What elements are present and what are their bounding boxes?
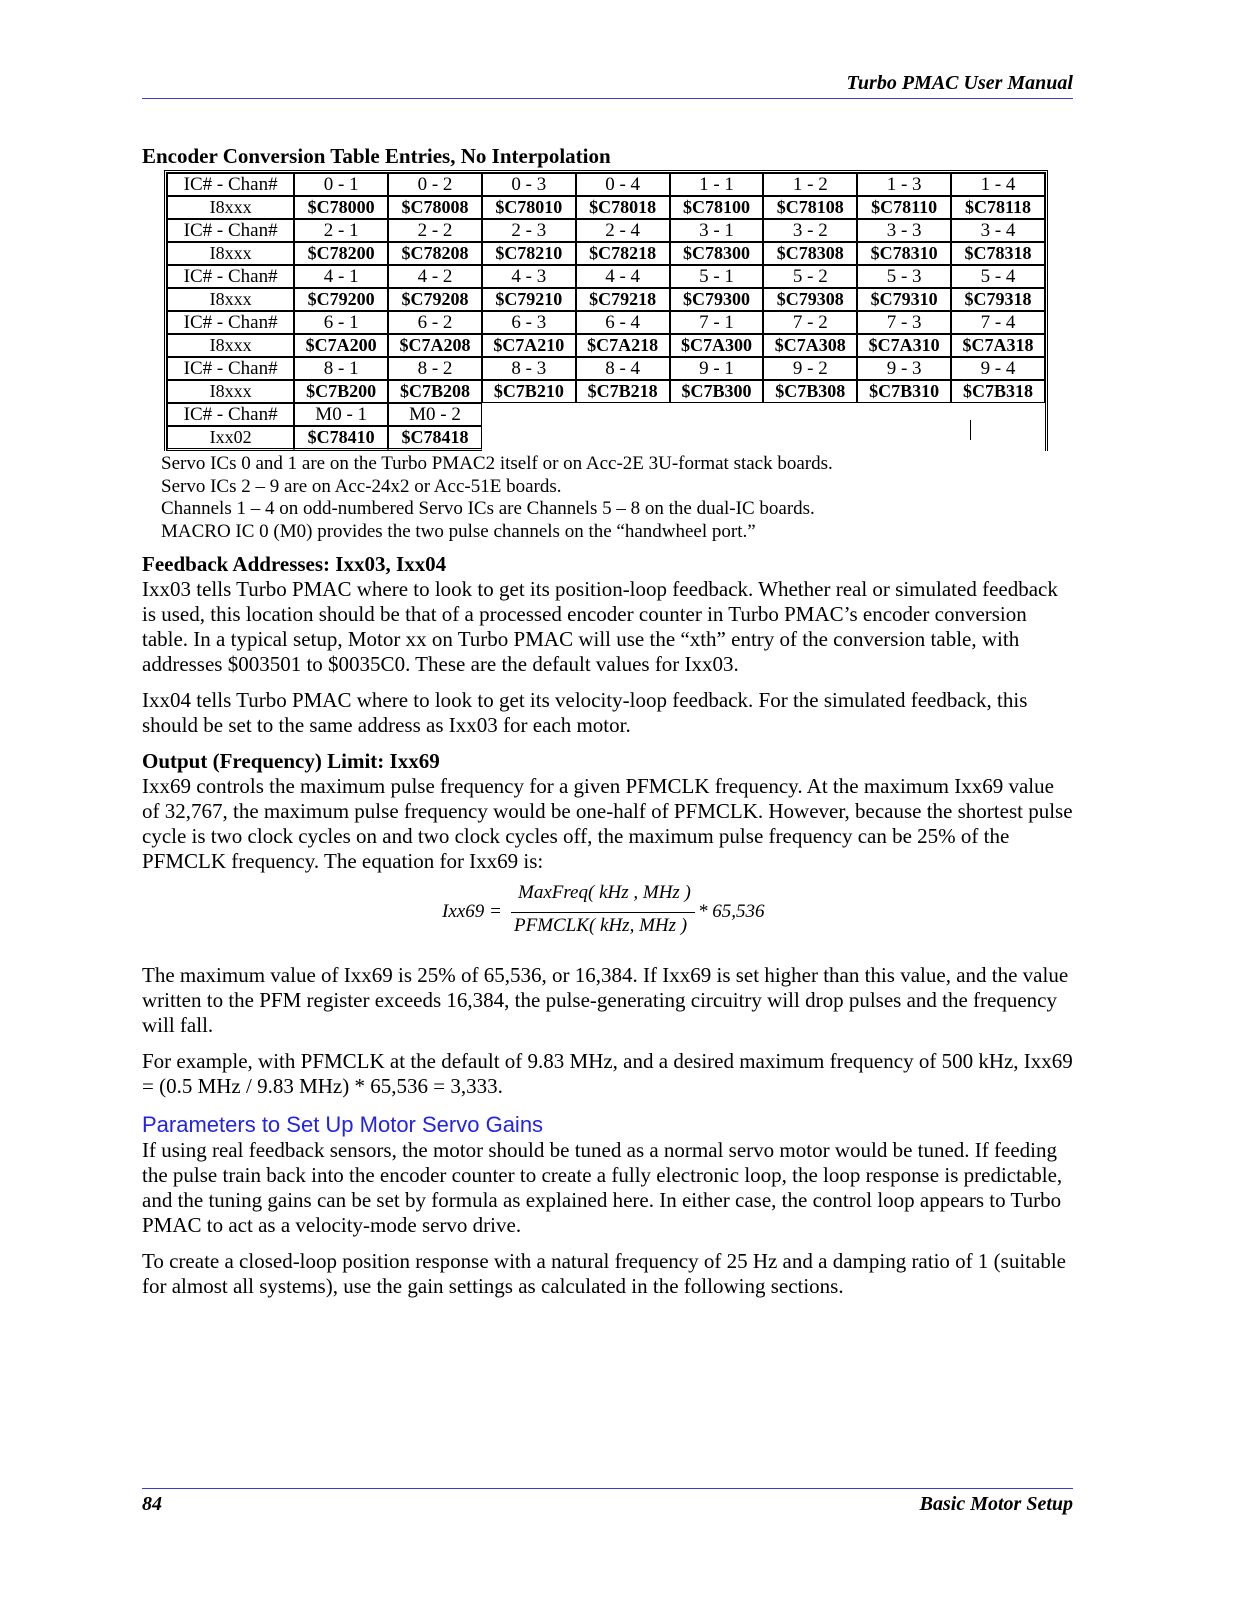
table-cell: 5 - 3 [857,265,951,288]
table-cell: 2 - 2 [388,219,482,242]
table-cell: 2 - 1 [294,219,388,242]
table-cell: 6 - 1 [294,311,388,334]
feedback-paragraph-1: Ixx03 tells Turbo PMAC where to look to get its position-loop feedback. Whether real or simulated feedback is used, this location should be that of a processed encoder counter in Turbo PMAC’s encoder conversion table. In a typical setup, Motor xx on Turbo PMAC will use the “xth” entry of the conversion table, with addresses $003501 to $0035C0. These are the default values for Ixx03. [142,577,1058,676]
table-cell: 5 - 2 [763,265,857,288]
page-footer [142,1488,1073,1515]
table-cell: I8xxx [167,334,294,357]
table-cell: 5 - 4 [951,265,1045,288]
table-cell: 9 - 2 [763,357,857,380]
page-number: 84 [142,1493,162,1515]
table-row-address [167,242,1045,265]
table-cell: $C7B210 [482,380,576,403]
table-cell: $C7B308 [763,380,857,403]
output-limit-paragraph-3: For example, with PFMCLK at the default of 9.83 MHz, and a desired maximum frequency of 500 kHz, Ixx69 = (0.5 MHz / 9.83 MHz) * 65,536 = 3,333. [142,1049,1073,1098]
table-cell: 0 - 1 [294,173,388,196]
table-cell: 8 - 4 [576,357,670,380]
table-notes [161,453,1073,543]
feedback-heading: Feedback Addresses: Ixx03, Ixx04 [142,552,447,576]
table-title: Encoder Conversion Table Entries, No Interpolation [142,144,611,168]
table-cell: I8xxx [167,380,294,403]
table-cell: I8xxx [167,242,294,265]
table-row-address [167,196,1045,219]
table-cell: 2 - 3 [482,219,576,242]
table-cell: 4 - 2 [388,265,482,288]
table-cell: $C7A200 [294,334,388,357]
table-row-address [167,334,1045,357]
table-cell: 3 - 4 [951,219,1045,242]
table-cell: $C78308 [763,242,857,265]
table-cell: 7 - 1 [670,311,764,334]
table-row-address [167,426,1045,451]
table-cell: 6 - 4 [576,311,670,334]
table-cell: $C78008 [388,196,482,219]
table-row-label [167,357,1045,380]
table-cell: $C7B318 [951,380,1045,403]
table-cell: 9 - 3 [857,357,951,380]
servo-gains-heading: Parameters to Set Up Motor Servo Gains [142,1112,544,1137]
table-cell: $C78200 [294,242,388,265]
table-cell: $C78000 [294,196,388,219]
table-cell: $C78010 [482,196,576,219]
output-limit-paragraph-2: The maximum value of Ixx69 is 25% of 65,536, or 16,384. If Ixx69 is set higher than this value, and the value written to the PFM register exceeds 16,384, the pulse-generating circuitry will drop pulses and the frequency will fall. [142,963,1069,1037]
table-cell: $C7A208 [388,334,482,357]
table-row-address [167,380,1045,403]
table-cell: IC# - Chan# [167,265,294,288]
table-cell: 1 - 4 [951,173,1045,196]
table-cell: $C78018 [576,196,670,219]
table-cell: $C79300 [670,288,764,311]
table-cell: 8 - 3 [482,357,576,380]
table-cell: IC# - Chan# [167,403,294,426]
table-note: MACRO IC 0 (M0) provides the two pulse channels on the “handwheel port.” [161,520,756,542]
table-cell: $C79210 [482,288,576,311]
table-cell: 1 - 3 [857,173,951,196]
table-cell: 1 - 1 [670,173,764,196]
table-cell: $C79208 [388,288,482,311]
table-cell: 0 - 2 [388,173,482,196]
table-cell: 3 - 2 [763,219,857,242]
table-cell: 0 - 4 [576,173,670,196]
running-title: Turbo PMAC User Manual [846,72,1073,94]
output-limit-heading: Output (Frequency) Limit: Ixx69 [142,749,440,773]
table-row-label [167,219,1045,242]
table-cell: I8xxx [167,288,294,311]
table-row-label [167,265,1045,288]
equation-denominator: PFMCLK( kHz, MHz ) [514,915,688,936]
encoder-conversion-table [164,170,1048,451]
table-cell: 3 - 1 [670,219,764,242]
table-cell: $C79310 [857,288,951,311]
table-cell: $C7B208 [388,380,482,403]
table-cell: 8 - 2 [388,357,482,380]
table-blank-area [482,426,1045,451]
table-cell: 1 - 2 [763,173,857,196]
output-limit-paragraph-1: Ixx69 controls the maximum pulse frequency for a given PFMCLK frequency. At the maximum Ixx69 value of 32,767, the maximum pulse frequency would be one-half of PFMCLK. However, because the shortest pulse cycle is two clock cycles on and two clock cycles off, the maximum pulse frequency can be 25% of the PFMCLK frequency. The equation for Ixx69 is: [142,774,1073,873]
table-cell: IC# - Chan# [167,173,294,196]
table-cell: $C78118 [951,196,1045,219]
table-note: Channels 1 – 4 on odd-numbered Servo ICs are Channels 5 – 8 on the dual-IC boards. [161,498,815,519]
table-cell: $C78108 [763,196,857,219]
table-blank-area [482,403,1045,426]
table-cell: IC# - Chan# [167,357,294,380]
fraction-bar [511,912,695,913]
table-cell: $C78418 [388,426,482,451]
table-cell: $C7B310 [857,380,951,403]
table-cell: $C7B200 [294,380,388,403]
table-cell: M0 - 1 [294,403,388,426]
table-cell: Ixx02 [167,426,294,451]
table-cell: $C78410 [294,426,388,451]
table-cell: IC# - Chan# [167,311,294,334]
table-cell: $C7A308 [763,334,857,357]
table-row-label [167,311,1045,334]
table-cell: $C7B300 [670,380,764,403]
table-cell: 2 - 4 [576,219,670,242]
table-cell: I8xxx [167,196,294,219]
table-cell: $C79308 [763,288,857,311]
encoder-table-wrapper [164,170,1048,451]
table-cell: $C7B218 [576,380,670,403]
servo-gains-paragraph-2: To create a closed-loop position response with a natural frequency of 25 Hz and a damping ratio of 1 (suitable for almost all systems), use the gain settings as calculated in the following sections. [142,1249,1066,1298]
table-cell: $C78110 [857,196,951,219]
table-row-label [167,403,1045,426]
table-cell: $C78210 [482,242,576,265]
table-row-label [167,173,1045,196]
table-cell: 7 - 2 [763,311,857,334]
feedback-paragraph-2: Ixx04 tells Turbo PMAC where to look to get its velocity-loop feedback. For the simulated feedback, this should be set to the same address as Ixx03 for each motor. [142,688,1028,737]
table-note: Servo ICs 0 and 1 are on the Turbo PMAC2 itself or on Acc-2E 3U-format stack boards. [161,453,833,474]
table-cell: $C78310 [857,242,951,265]
table-cell: $C79218 [576,288,670,311]
servo-gains-paragraph-1: If using real feedback sensors, the motor should be tuned as a normal servo motor would be tuned. If feeding the pulse train back into the encoder counter to create a fully electronic loop, the loop response is predictable, and the tuning gains can be set by formula as explained here. In either case, the control loop appears to Turbo PMAC to act as a velocity-mode servo drive. [142,1138,1063,1237]
table-cell: 3 - 3 [857,219,951,242]
table-cell: $C79318 [951,288,1045,311]
table-cell: $C7A218 [576,334,670,357]
table-cell: $C78208 [388,242,482,265]
table-cell: $C7A310 [857,334,951,357]
table-cell: $C78300 [670,242,764,265]
table-cell: 9 - 4 [951,357,1045,380]
table-cell: $C7A210 [482,334,576,357]
table-row-address [167,288,1045,311]
table-cell: 0 - 3 [482,173,576,196]
page-header [142,70,1073,99]
section-name: Basic Motor Setup [919,1493,1073,1515]
table-cell: $C79200 [294,288,388,311]
table-cell: 9 - 1 [670,357,764,380]
table-cell: IC# - Chan# [167,219,294,242]
table-cell: 6 - 3 [482,311,576,334]
ixx69-equation [142,882,1073,949]
table-cell: $C7A300 [670,334,764,357]
table-cell: 6 - 2 [388,311,482,334]
table-cell: $C78318 [951,242,1045,265]
equation-numerator: MaxFreq( kHz , MHz ) [518,882,691,903]
table-cell: 7 - 3 [857,311,951,334]
table-cell: 7 - 4 [951,311,1045,334]
table-cell: 4 - 4 [576,265,670,288]
table-cell: $C7A318 [951,334,1045,357]
equation-lhs: Ixx69 = [442,901,502,922]
table-cell: 4 - 1 [294,265,388,288]
table-border-fragment [970,420,971,440]
table-cell: 4 - 3 [482,265,576,288]
table-cell: $C78100 [670,196,764,219]
table-cell: 5 - 1 [670,265,764,288]
table-cell: M0 - 2 [388,403,482,426]
table-cell: 8 - 1 [294,357,388,380]
table-cell: $C78218 [576,242,670,265]
page-content [142,143,1073,1310]
table-note: Servo ICs 2 – 9 are on Acc-24x2 or Acc-51E boards. [161,475,562,497]
equation-rhs: * 65,536 [698,901,765,922]
